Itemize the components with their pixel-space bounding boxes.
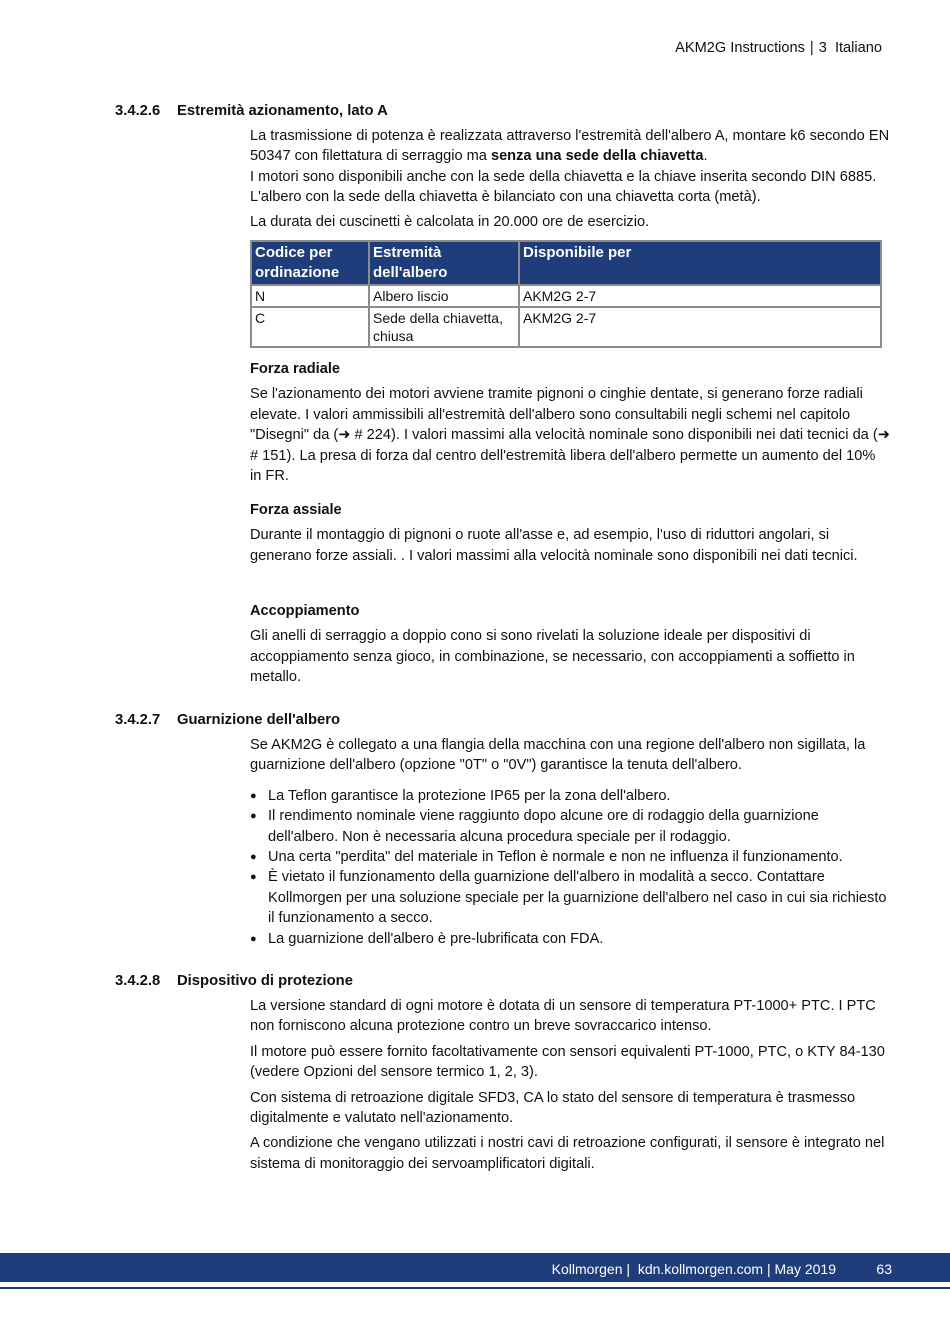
axial-force-section [250, 500, 890, 566]
bold-text-run: senza una sede della chiavetta [490, 148, 704, 165]
table-cell: Albero liscio [369, 285, 519, 307]
page-header [675, 38, 882, 58]
paragraph: La durata dei cuscinetti è calcolata in 20.000 ore de esercizio. [250, 213, 650, 230]
table-cell: C [251, 307, 369, 347]
table-header-row [251, 241, 881, 285]
table-cell: AKM2G 2-7 [519, 307, 881, 347]
table-cell: Sede della chiavetta, chiusa [369, 307, 519, 347]
section-number: 3.4.2.7 [115, 712, 161, 728]
header-separator: | [809, 40, 814, 56]
list-item [250, 786, 890, 806]
paragraph: La versione standard di ogni motore è dotata di un sensore di temperatura PT-1000+ PTC. I PTC non forniscono alcuna protezione contro un breve sovraccarico intenso. [250, 998, 876, 1035]
bullet-list [250, 786, 890, 949]
bullet-icon: ● [250, 851, 257, 864]
shaft-seal-body [250, 735, 890, 949]
paragraph: Con sistema di retroazione digitale SFD3, CA lo stato del sensore di temperatura è trasmesso digitalmente e valutato nell'azionamento. [250, 1089, 856, 1127]
doc-title: AKM2G Instructions [675, 40, 805, 56]
section-heading-shaft-end [115, 101, 388, 121]
bullet-icon: ● [250, 810, 257, 823]
column-header-code: Codice per ordinazione [251, 241, 369, 285]
list-item [250, 806, 890, 847]
column-header-shaft-end: Estremità dell'albero [369, 241, 519, 285]
list-item [250, 867, 890, 928]
text-run: La trasmissione di potenza è realizzata attraverso l'estremità dell'albero A, montare k6 secondo EN 50347 con filettatura di serraggio ma [250, 128, 890, 165]
footer-text: Kollmorgen | kdn.kollmorgen.com | May 2019 [551, 1261, 836, 1277]
section-title: Guarnizione dell'albero [177, 712, 341, 728]
paragraph: Gli anelli di serraggio a doppio cono si sono rivelati la soluzione ideale per dispositivi di accoppiamento senza gioco, in combinazione, se necessario, con accoppiamenti a soffietto in metallo. [250, 628, 855, 686]
radial-force-section [250, 359, 890, 486]
section-number: 3.4.2.6 [115, 103, 161, 119]
subheading: Accoppiamento [250, 603, 360, 619]
protection-body [250, 996, 890, 1174]
list-item [250, 929, 890, 949]
bullet-icon: ● [250, 932, 257, 945]
section-number: 3.4.2.8 [115, 973, 161, 989]
section-heading-shaft-seal [115, 710, 340, 730]
list-item [250, 847, 890, 867]
table-row [251, 285, 881, 307]
shaft-end-intro [250, 126, 890, 232]
paragraph: I motori sono disponibili anche con la sede della chiavetta e la chiave inserita secondo DIN 6885. L'albero con la sede della chiavetta è bilanciato con una chiavetta corta (metà). [250, 168, 877, 206]
list-item-text: La guarnizione dell'albero è pre-lubrificata con FDA. [268, 930, 604, 947]
language-label: Italiano [834, 40, 882, 56]
paragraph: Durante il montaggio di pignoni o ruote all'asse e, ad esempio, l'uso di riduttori angolari, si generano forze assiali. . I valori massimi alla velocità nominale sono disponibili nei dati tecnici. [250, 527, 858, 564]
paragraph: Se AKM2G è collegato a una flangia della macchina con una regione dell'albero non sigillata, la guarnizione dell'albero (opzione "0T" o "0V") garantisce la tenuta dell'albero. [250, 737, 866, 774]
page-number: 63 [876, 1261, 892, 1277]
footer-date: May 2019 [774, 1261, 836, 1277]
bullet-icon: ● [250, 871, 257, 884]
coupling-section [250, 601, 890, 688]
footer-website: kdn.kollmorgen.com [637, 1261, 764, 1277]
text-run: . [703, 148, 708, 165]
paragraph [250, 126, 890, 167]
list-item-text: Il rendimento nominale viene raggiunto dopo alcune ore di rodaggio della guarnizione dell'albero. Non è necessaria alcuna procedura speciale per il rodaggio. [268, 808, 819, 845]
paragraph: A condizione che vengano utilizzati i nostri cavi di retroazione configurati, il sensore è integrato nel sistema di monitoraggio dei servoamplificatori digitali. [250, 1135, 885, 1172]
subheading: Forza assiale [250, 502, 342, 518]
paragraph: Il motore può essere fornito facoltativamente con sensori equivalenti PT-1000, PTC, o KTY 84-130 (vedere Opzioni del sensore termico 1, 2, 3). [250, 1043, 885, 1081]
paragraph: Se l'azionamento dei motori avviene tramite pignoni o cinghie dentate, si generano forze radiali elevate. I valori ammissibili all'estremità dell'albero sono consultabili negli schemi nel capitolo "Disegni" da (➜ # 224). I valori massimi alla velocità nominale sono disponibili nei dati tecnici da (➜ # 151). La presa di forza dal centro dell'estremità libera dell'albero permette un aumento del 10% in FR. [250, 386, 890, 485]
section-title: Dispositivo di protezione [177, 973, 353, 989]
footer-company: Kollmorgen [551, 1261, 623, 1277]
list-item-text: La Teflon garantisce la protezione IP65 per la zona dell'albero. [268, 787, 671, 804]
order-code-table [250, 240, 882, 348]
table-cell: AKM2G 2-7 [519, 285, 881, 307]
list-item-text: Una certa "perdita" del materiale in Teflon è normale e non ne influenza il funzionamento. [268, 849, 843, 866]
page-footer [0, 1253, 950, 1282]
bullet-icon: ● [250, 789, 257, 802]
subheading: Forza radiale [250, 361, 341, 377]
section-heading-protection [115, 971, 353, 991]
chapter-number: 3 [818, 40, 827, 56]
column-header-available: Disponibile per [519, 241, 881, 285]
list-item-text: È vietato il funzionamento della guarnizione dell'albero in modalità a secco. Contattare Kollmorgen per una soluzione speciale per la guarnizione dell'albero nel caso in cui sia richiesto il funzionamento a secco. [268, 869, 887, 927]
table-row [251, 307, 881, 347]
section-title: Estremità azionamento, lato A [177, 103, 388, 119]
footer-divider [0, 1287, 950, 1289]
table-cell: N [251, 285, 369, 307]
